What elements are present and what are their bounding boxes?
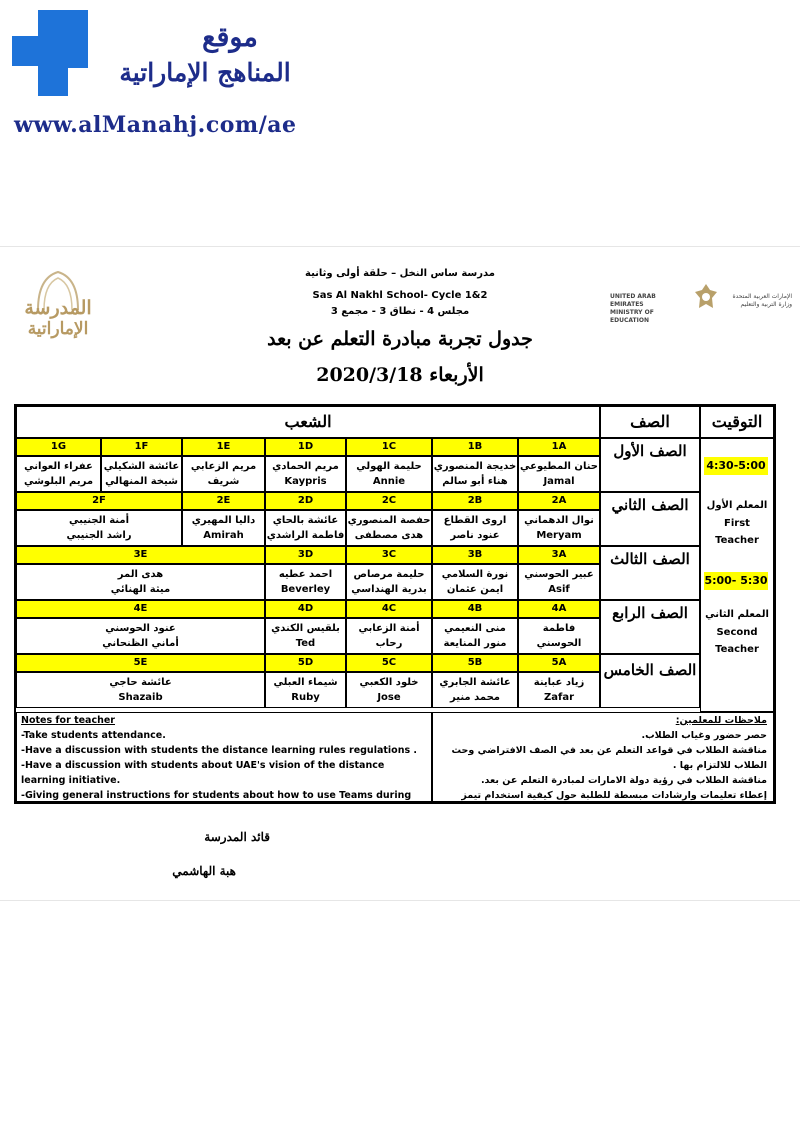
teacher-name-1: زياد عباينة [533, 677, 585, 688]
section-code: 2A [518, 492, 600, 510]
grade-label: الصف الثالث [600, 546, 700, 600]
section-code: 1A [518, 438, 600, 456]
logo-block-top [38, 10, 88, 68]
section-teachers [16, 456, 101, 492]
section-teachers [518, 510, 600, 546]
notes-en-item: -Have a discussion with students about UAE's vision of the distance learning initiative. [21, 760, 385, 786]
page-separator-top [0, 246, 800, 247]
emirati-school-logo [8, 268, 108, 340]
teacher-name-2: Jamal [543, 476, 575, 487]
teacher-name-1: حفصة المنصوري [347, 515, 431, 526]
section-code: 5C [346, 654, 432, 672]
ministry-name-ar [722, 293, 792, 309]
teacher-name-2: Amirah [203, 530, 244, 541]
notes-en-item: -Giving general instructions for students about how to use Teams during [21, 790, 412, 801]
teacher-name-2: هناء أبو سالم [442, 476, 508, 487]
teacher-name-2: عنود ناصر [450, 530, 500, 541]
teacher-name-1: عنود الحوسني [105, 623, 176, 634]
ministry-en-line2: MINISTRY OF EDUCATION [610, 309, 654, 324]
teacher-name-1: حنان المطيوعي [520, 461, 598, 472]
section-teachers [432, 564, 518, 600]
time-slot-1: 4:30-5:00 [704, 457, 768, 475]
teacher-name-2: منور المنايعة [443, 638, 507, 649]
teacher-name-1: نورة السلامي [441, 569, 509, 580]
teacher-name-2: ايمن عثمان [446, 584, 504, 595]
logo-block-left [12, 36, 42, 66]
time-slot-2: 5:00- 5:30 [704, 572, 768, 590]
section-code: 1F [101, 438, 182, 456]
teacher-name-2: رحاب [375, 638, 403, 649]
teacher-name-2: مريم البلوشي [23, 476, 94, 487]
teacher-name-2: Jose [377, 692, 401, 703]
section-teachers [432, 510, 518, 546]
teacher-name-1: عائشة حاجي [109, 677, 172, 688]
section-teachers [265, 618, 346, 654]
logo-block-bottom [38, 66, 68, 96]
notes-ar-item: إعطاء تعليمات وارشادات مبسطة للطلبة حول كيفية استخدام تيمز [461, 790, 767, 801]
notes-ar-item: مناقشة الطلاب في قواعد التعلم عن بعد في الصف الافتراضي وحث الطلاب للالتزام بها . [451, 745, 767, 771]
section-code: 2B [432, 492, 518, 510]
grade-label: الصف الأول [600, 438, 700, 492]
teacher-name-1: شيماء العبلي [273, 677, 338, 688]
principal-role: قائد المدرسة [204, 830, 270, 844]
school-name-ar: مدرسة ساس النخل – حلقة أولى وثانية [305, 268, 495, 279]
ministry-en-line1: UNITED ARAB EMIRATES [610, 293, 656, 308]
teacher-name-2: راشد الجنيبي [66, 530, 132, 541]
section-code: 1E [182, 438, 265, 456]
section-teachers [265, 510, 346, 546]
section-teachers [432, 618, 518, 654]
section-teachers [346, 510, 432, 546]
teacher-name-2: Kaypris [284, 476, 327, 487]
section-teachers [101, 456, 182, 492]
uae-emblem-icon [693, 282, 719, 314]
section-code: 4A [518, 600, 600, 618]
notes-en-item: -Have a discussion with students the distance learning rules regulations . [21, 745, 418, 756]
section-code: 5B [432, 654, 518, 672]
section-teachers [265, 564, 346, 600]
document-date: الأربعاء 2020/3/18 [316, 364, 484, 386]
section-teachers [182, 456, 265, 492]
document-title: جدول تجربة مبادرة التعلم عن بعد [267, 328, 533, 350]
teacher-name-2: شريف [207, 476, 240, 487]
teacher-name-2: Shazaib [118, 692, 163, 703]
section-code: 2F [16, 492, 182, 510]
section-teachers [518, 618, 600, 654]
teacher-name-2: فاطمة الراشدي [266, 530, 345, 541]
teacher-name-2: Ted [295, 638, 316, 649]
teacher-name-2: Meryam [536, 530, 582, 541]
section-code: 3A [518, 546, 600, 564]
teacher-name-1: عائشة الجابري [439, 677, 511, 688]
teacher-name-1: حليمة الهولي [356, 461, 422, 472]
teacher-name-2: Ruby [291, 692, 320, 703]
section-code: 4C [346, 600, 432, 618]
section-teachers [16, 510, 182, 546]
watermark-title-line2: المناهج الإماراتية [119, 58, 291, 87]
notes-en-title: Notes for teacher [21, 715, 115, 726]
teacher-name-2: محمد منير [450, 692, 500, 703]
teacher-name-1: خلود الكعبي [359, 677, 419, 688]
section-teachers [16, 564, 265, 600]
teacher-name-1: داليا المهيري [191, 515, 256, 526]
section-code: 1D [265, 438, 346, 456]
notes-ar-item: حصر حضور وغياب الطلاب. [641, 730, 767, 741]
section-code: 4D [265, 600, 346, 618]
teacher-name-1: حليمة مرصاص [353, 569, 425, 580]
section-code: 3C [346, 546, 432, 564]
section-teachers [16, 618, 265, 654]
teacher-name-1: عائشة الشكيلي [103, 461, 180, 472]
section-code: 1B [432, 438, 518, 456]
council-info: مجلس 4 - نطاق 3 - مجمع 3 [330, 306, 470, 317]
watermark-banner [0, 0, 800, 246]
watermark-url[interactable]: www.alManahj.com/ae [14, 112, 297, 138]
notes-arabic [432, 712, 774, 802]
section-code: 5A [518, 654, 600, 672]
header-grade: الصف [600, 406, 700, 438]
teacher-name-1: بلقيس الكندي [271, 623, 340, 634]
teacher-1-en: First Teacher [715, 518, 759, 546]
timing-slot-2 [700, 570, 774, 712]
teacher-name-1: أمنة الزعابي [358, 623, 420, 634]
teacher-name-2: أماني الظنحاني [102, 638, 179, 649]
section-teachers [265, 456, 346, 492]
ministry-ar-line2: وزارة التربية والتعليم [740, 301, 792, 308]
teacher-name-1: عائشة بالحاي [272, 515, 339, 526]
teacher-name-2: Beverley [280, 584, 331, 595]
section-code: 1G [16, 438, 101, 456]
section-code: 5D [265, 654, 346, 672]
teacher-name-1: عبير الحوسني [524, 569, 594, 580]
watermark-title-line1: موقع [202, 22, 258, 53]
grade-label: الصف الثاني [600, 492, 700, 546]
teacher-name-2: هدى مصطفى [354, 530, 424, 541]
section-code: 3E [16, 546, 265, 564]
ministry-name-en [610, 293, 690, 325]
school-name-en: Sas Al Nakhl School- Cycle 1&2 [312, 290, 488, 301]
principal-name: هبة الهاشمي [172, 864, 236, 878]
notes-en-item: -Take students attendance. [21, 730, 166, 741]
teacher-2-ar: المعلم الثاني [705, 609, 769, 620]
section-teachers [346, 564, 432, 600]
notes-ar-title: ملاحظات للمعلمين: [675, 715, 767, 726]
teacher-name-1: أمنة الجنيبي [69, 515, 129, 526]
section-teachers [346, 456, 432, 492]
teacher-name-1: منى النعيمي [444, 623, 506, 634]
teacher-name-1: خديجة المنصوري [433, 461, 517, 472]
section-code: 3D [265, 546, 346, 564]
section-teachers [265, 672, 346, 708]
teacher-name-1: احمد عطيه [278, 569, 333, 580]
section-teachers [518, 672, 600, 708]
header-sections: الشعب [16, 406, 600, 438]
logo-text-2: الإماراتية [27, 319, 89, 339]
section-code: 3B [432, 546, 518, 564]
teacher-name-2: Asif [548, 584, 570, 595]
section-teachers [16, 672, 265, 708]
teacher-1-ar: المعلم الأول [706, 500, 768, 511]
ministry-ar-line1: الإمارات العربية المتحدة [732, 293, 792, 300]
section-code: 2D [265, 492, 346, 510]
teacher-name-1: نوال الدهماني [524, 515, 594, 526]
teacher-name-1: عفراء العواني [24, 461, 93, 472]
section-teachers [518, 564, 600, 600]
section-code: 2E [182, 492, 265, 510]
header-timing: التوقيت [700, 406, 774, 438]
grade-label: الصف الخامس [600, 654, 700, 708]
page-separator-bottom [0, 900, 800, 901]
schedule-table [14, 404, 776, 804]
notes-ar-item: مناقشة الطلاب في رؤية دولة الامارات لمبادرة التعلم عن بعد. [480, 775, 767, 786]
teacher-name-2: شيخة المنهالي [105, 476, 178, 487]
grade-label: الصف الرابع [600, 600, 700, 654]
section-code: 2C [346, 492, 432, 510]
section-teachers [182, 510, 265, 546]
section-code: 1C [346, 438, 432, 456]
teacher-name-1: مريم الحمادي [272, 461, 339, 472]
teacher-name-2: Annie [372, 476, 406, 487]
teacher-name-2: Zafar [543, 692, 575, 703]
section-teachers [346, 618, 432, 654]
teacher-2-en: Second Teacher [715, 627, 759, 655]
section-code: 5E [16, 654, 265, 672]
teacher-name-1: مريم الزعابي [190, 461, 257, 472]
section-teachers [518, 456, 600, 492]
section-teachers [432, 456, 518, 492]
section-teachers [432, 672, 518, 708]
notes-english [16, 712, 432, 802]
teacher-name-1: فاطمة الحوسني [536, 623, 582, 649]
section-teachers [346, 672, 432, 708]
teacher-name-2: ميثة الهنائي [110, 584, 171, 595]
teacher-name-2: بدرية الهنداسي [351, 584, 427, 595]
teacher-name-1: هدى المر [117, 569, 164, 580]
teacher-name-1: اروى القطاع [443, 515, 507, 526]
logo-text-1: المدرسة [24, 297, 92, 319]
section-code: 4B [432, 600, 518, 618]
section-code: 4E [16, 600, 265, 618]
